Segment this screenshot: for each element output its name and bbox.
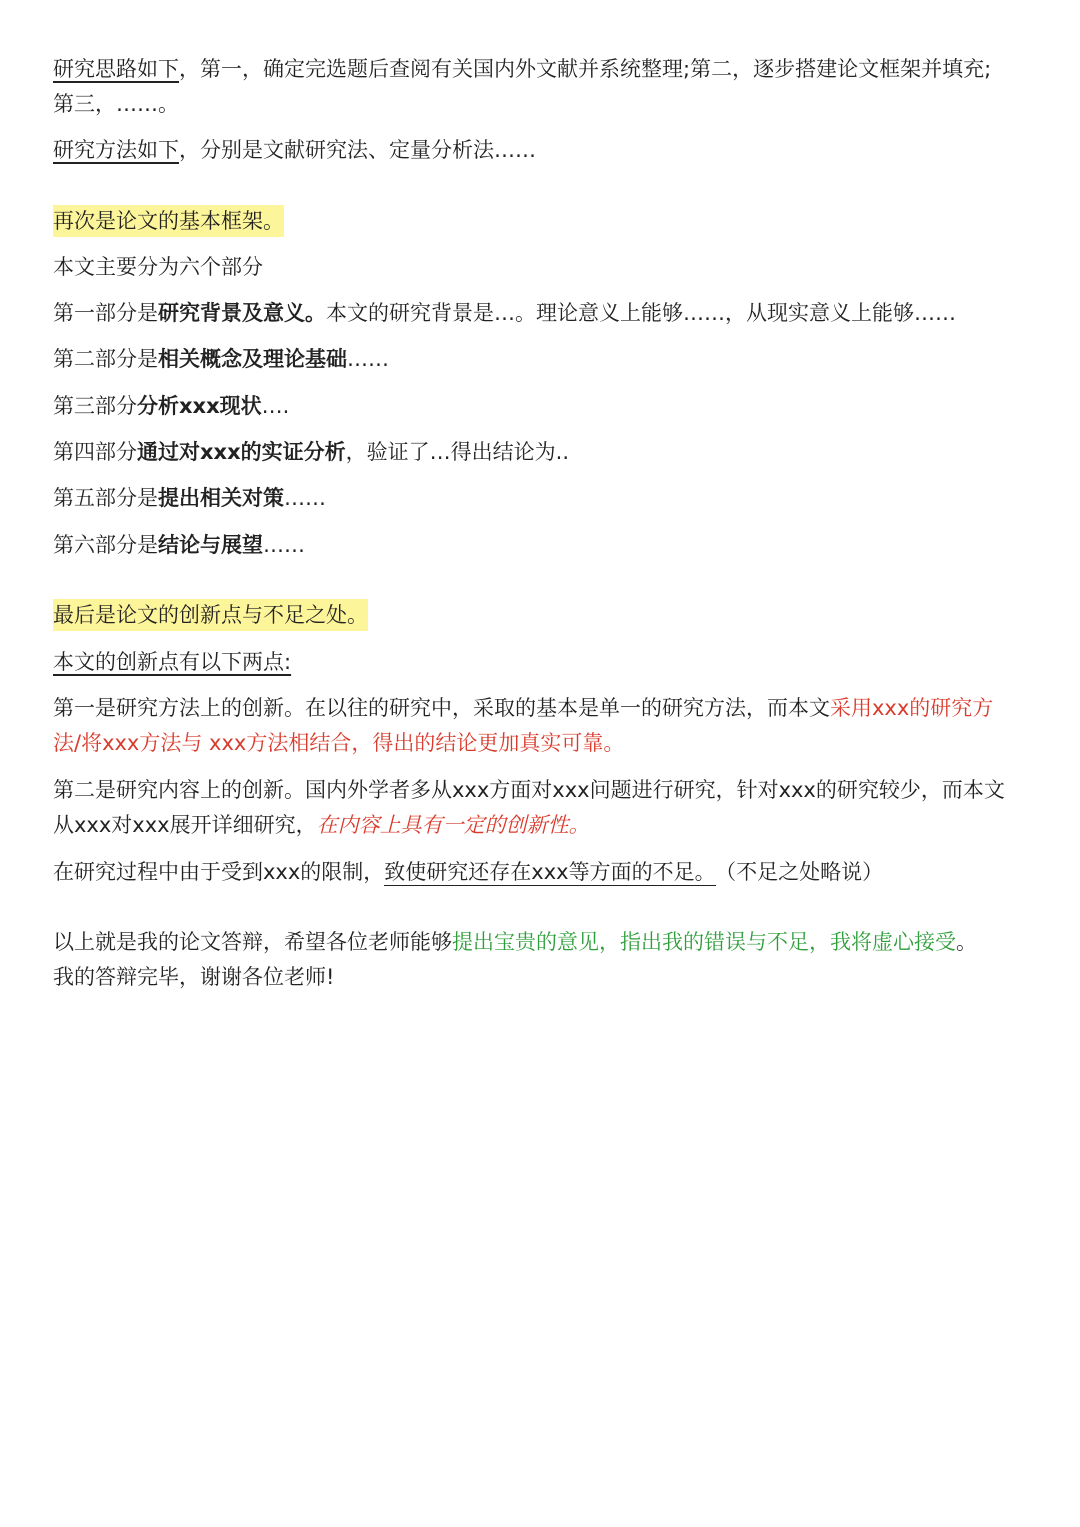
part-suffix: ，验证了…得出结论为.. xyxy=(345,440,569,464)
innovation-point-1-text: 第一是研究方法上的创新。在以往的研究中，采取的基本是单一的研究方法，而本文 xyxy=(53,696,830,720)
innovation-point-2-emphasis: 在内容上具有一定的创新性。 xyxy=(316,813,590,837)
framework-part-4 xyxy=(53,435,569,470)
part-prefix: 第五部分是 xyxy=(53,486,158,510)
part-title: 提出相关对策 xyxy=(158,486,284,510)
research-idea-line-2: 第三，……。 xyxy=(53,92,179,116)
part-prefix: 第四部分 xyxy=(53,440,137,464)
limitation-underlined: 致使研究还存在xxx等方面的不足。 xyxy=(384,860,716,884)
innovation-point-2-line-2 xyxy=(53,808,590,843)
framework-heading xyxy=(53,204,284,239)
innovation-point-1-line-1 xyxy=(53,691,993,726)
limitation-line xyxy=(53,855,883,890)
framework-heading-highlight: 再次是论文的基本框架。 xyxy=(53,205,284,237)
innovation-intro xyxy=(53,645,291,680)
limitation-note: （不足之处略说） xyxy=(725,860,884,884)
innovation-point-1-line-2 xyxy=(53,726,624,761)
innovation-point-1-emphasis: 采用xxx的研究方 xyxy=(830,696,994,720)
closing-line-2: 我的答辩完毕，谢谢各位老师! xyxy=(53,965,335,989)
part-title: 通过对xxx的实证分析 xyxy=(137,440,346,464)
closing-emphasis: 提出宝贵的意见，指出我的错误与不足，我将虚心接受 xyxy=(452,930,956,954)
part-title: 结论与展望 xyxy=(158,533,263,557)
closing-text: 以上就是我的论文答辩，希望各位老师能够 xyxy=(53,930,452,954)
part-prefix: 第一部分是 xyxy=(53,301,158,325)
framework-part-2 xyxy=(53,342,389,377)
part-title: 相关概念及理论基础 xyxy=(158,347,347,371)
research-idea-line-1 xyxy=(53,52,991,87)
part-title: 分析xxx现状 xyxy=(137,394,262,418)
limitation-text: 在研究过程中由于受到xxx的限制， xyxy=(53,860,385,884)
innovation-heading xyxy=(53,598,368,633)
closing-period: 。 xyxy=(956,930,977,954)
research-idea-text: ，第一，确定完选题后查阅有关国内外文献并系统整理;第二，逐步搭建论文框架并填充; xyxy=(179,57,992,81)
part-suffix: …… xyxy=(284,486,326,510)
innovation-point-1-emphasis-cont: 法/将xxx方法与 xxx方法相结合，得出的结论更加真实可靠。 xyxy=(53,731,625,755)
part-suffix: …. xyxy=(261,394,290,418)
research-method-text: ，分别是文献研究法、定量分析法…… xyxy=(179,138,536,162)
framework-part-3 xyxy=(53,389,289,424)
research-method-label: 研究方法如下 xyxy=(53,138,179,162)
framework-part-6 xyxy=(53,528,305,563)
closing-line-1 xyxy=(53,925,977,960)
part-title: 研究背景及意义。 xyxy=(158,301,326,325)
innovation-point-2-line-1: 第二是研究内容上的创新。国内外学者多从xxx方面对xxx问题进行研究，针对xxx的研究较少，而本文 xyxy=(53,778,1005,802)
part-suffix: …… xyxy=(347,347,389,371)
research-method-line xyxy=(53,133,536,168)
part-prefix: 第二部分是 xyxy=(53,347,158,371)
innovation-heading-highlight: 最后是论文的创新点与不足之处。 xyxy=(53,599,368,631)
framework-part-5 xyxy=(53,481,326,516)
research-idea-label: 研究思路如下 xyxy=(53,57,179,81)
framework-intro: 本文主要分为六个部分 xyxy=(53,255,263,279)
framework-part-1 xyxy=(53,296,956,331)
part-suffix: 本文的研究背景是…。理论意义上能够……，从现实意义上能够…… xyxy=(326,301,956,325)
part-suffix: …… xyxy=(263,533,305,557)
innovation-point-2-text: 从xxx对xxx展开详细研究， xyxy=(53,813,317,837)
innovation-intro-text: 本文的创新点有以下两点: xyxy=(53,650,292,674)
part-prefix: 第三部分 xyxy=(53,394,137,418)
part-prefix: 第六部分是 xyxy=(53,533,158,557)
